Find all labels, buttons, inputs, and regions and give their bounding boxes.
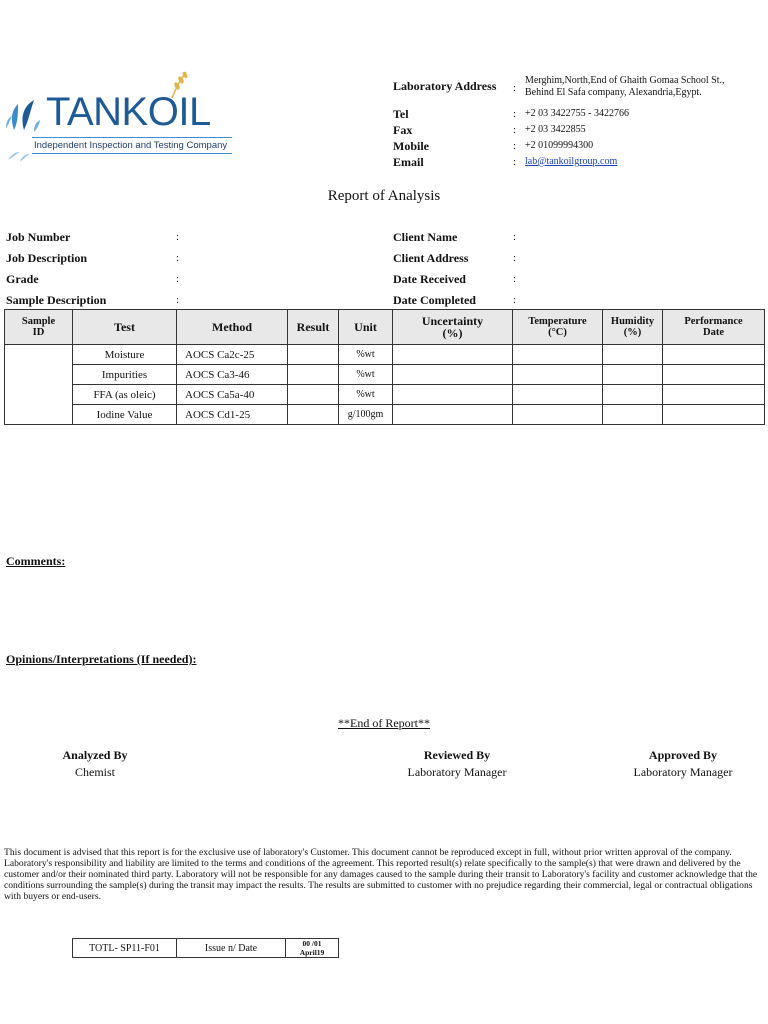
test-cell: Moisture (73, 345, 177, 365)
humidity-cell (603, 365, 663, 385)
analyzed-by-title: Analyzed By (62, 748, 128, 762)
address-line-2: Behind El Safa company, Alexandria,Egypt. (525, 87, 702, 98)
colon: : (513, 140, 517, 152)
colon: : (513, 108, 517, 120)
unit-cell: %wt (339, 385, 393, 405)
header-result: Result (288, 310, 339, 345)
result-cell (288, 365, 339, 385)
end-of-report: **End of Report** (338, 716, 430, 730)
unit-cell: g/100gm (339, 405, 393, 425)
test-cell: Impurities (73, 365, 177, 385)
unit-cell: %wt (339, 345, 393, 365)
logo-tagline: Independent Inspection and Testing Company (34, 140, 228, 151)
date-completed-label: Date Completed (393, 293, 476, 307)
uncertainty-cell (393, 405, 513, 425)
unit-cell: %wt (339, 365, 393, 385)
result-cell (288, 385, 339, 405)
uncertainty-cell (393, 345, 513, 365)
reviewed-by-title: Reviewed By (423, 748, 491, 762)
issue-value: 00 /01 April19 (286, 939, 339, 958)
table-header-row (5, 310, 765, 345)
email-link[interactable]: lab@tankoilgroup.com (525, 156, 618, 167)
colon: : (176, 294, 180, 306)
colon: : (513, 273, 517, 285)
report-title: Report of Analysis (327, 188, 441, 204)
temperature-cell (513, 365, 603, 385)
opinions-heading: Opinions/Interpretations (If needed): (6, 652, 197, 666)
colon: : (513, 82, 517, 94)
job-description-label: Job Description (6, 251, 87, 265)
approved-by-title: Approved By (648, 748, 718, 762)
uncertainty-cell (393, 385, 513, 405)
approved-by-role: Laboratory Manager (633, 765, 733, 779)
logo-rule (32, 137, 232, 138)
analysis-table (4, 309, 765, 425)
email-label: Email (393, 155, 424, 169)
header-test: Test (73, 310, 177, 345)
reviewed-by-role: Laboratory Manager (407, 765, 507, 779)
fax-label: Fax (393, 123, 413, 137)
fax-value: +2 03 3422855 (525, 124, 586, 135)
comments-heading: Comments: (6, 554, 66, 568)
humidity-cell (603, 405, 663, 425)
result-cell (288, 345, 339, 365)
performance-date-cell (663, 405, 765, 425)
job-number-label: Job Number (6, 230, 71, 244)
mobile-value: +2 01099994300 (525, 140, 594, 151)
humidity-cell (603, 345, 663, 365)
temperature-cell (513, 345, 603, 365)
colon: : (513, 124, 517, 136)
colon: : (513, 294, 517, 306)
header-uncertainty: Uncertainty (%) (393, 310, 513, 345)
logo-drop-icon (6, 140, 32, 164)
colon: : (176, 231, 180, 243)
mobile-label: Mobile (393, 139, 429, 153)
colon: : (513, 156, 517, 168)
document-control-table (72, 938, 339, 958)
header-humidity: Humidity (%) (603, 310, 663, 345)
client-address-label: Client Address (393, 251, 469, 265)
colon: : (176, 273, 180, 285)
result-cell (288, 405, 339, 425)
uncertainty-cell (393, 365, 513, 385)
date-received-label: Date Received (393, 272, 466, 286)
sample-description-label: Sample Description (6, 293, 107, 307)
logo-brand-text: TANKOIL (46, 90, 211, 134)
disclaimer-text: This document is advised that this report is for the exclusive use of laboratory's Customer. This document cannot be reproduced except in full, without prior written approval of the company. Laboratory's responsibility and liability are limited to the terms and conditions of the agreement. This reported result(s) relate specifically to the sample(s) that were drawn and delivered by the customer and/or their nominated third party. Laboratory will not be responsible for any damages caused to the sample during their transit to Laboratory's facility and customer acknowledge that the conditions surrounding the sample(s) during the transit may impact the results. The results are submitted to customer with no prejudice regarding their commercial, legal or contractual obligations with buyers or end-users. (4, 847, 758, 902)
company-logo (4, 70, 240, 170)
header-method: Method (177, 310, 288, 345)
analyzed-by-role: Chemist (74, 765, 115, 779)
header-unit: Unit (339, 310, 393, 345)
grade-label: Grade (6, 272, 39, 286)
colon: : (513, 252, 517, 264)
issue-label: Issue n/ Date (177, 939, 286, 958)
method-cell: AOCS Ca5a-40 (177, 385, 288, 405)
tel-value: +2 03 3422755 - 3422766 (525, 108, 629, 119)
table-row (5, 345, 765, 365)
method-cell: AOCS Ca2c-25 (177, 345, 288, 365)
header-performance-date: Performance Date (663, 310, 765, 345)
performance-date-cell (663, 365, 765, 385)
tel-label: Tel (393, 107, 409, 121)
temperature-cell (513, 405, 603, 425)
address-label: Laboratory Address (393, 79, 497, 93)
humidity-cell (603, 385, 663, 405)
document-control-row (73, 939, 339, 958)
table-row (5, 405, 765, 425)
colon: : (176, 252, 180, 264)
colon: : (513, 231, 517, 243)
table-row (5, 385, 765, 405)
client-name-label: Client Name (393, 230, 458, 244)
temperature-cell (513, 385, 603, 405)
email-value[interactable] (525, 156, 617, 167)
address-line-1: Merghim,North,End of Ghaith Gomaa School St., (525, 75, 725, 86)
logo-rule (32, 153, 232, 154)
method-cell: AOCS Cd1-25 (177, 405, 288, 425)
performance-date-cell (663, 345, 765, 365)
table-row (5, 365, 765, 385)
performance-date-cell (663, 385, 765, 405)
header-temperature: Temperature (°C) (513, 310, 603, 345)
test-cell: Iodine Value (73, 405, 177, 425)
header-sample-id: Sample ID (5, 310, 73, 345)
form-code: TOTL- SP11-F01 (73, 939, 177, 958)
test-cell: FFA (as oleic) (73, 385, 177, 405)
sample-id-cell (5, 345, 73, 425)
method-cell: AOCS Ca3-46 (177, 365, 288, 385)
